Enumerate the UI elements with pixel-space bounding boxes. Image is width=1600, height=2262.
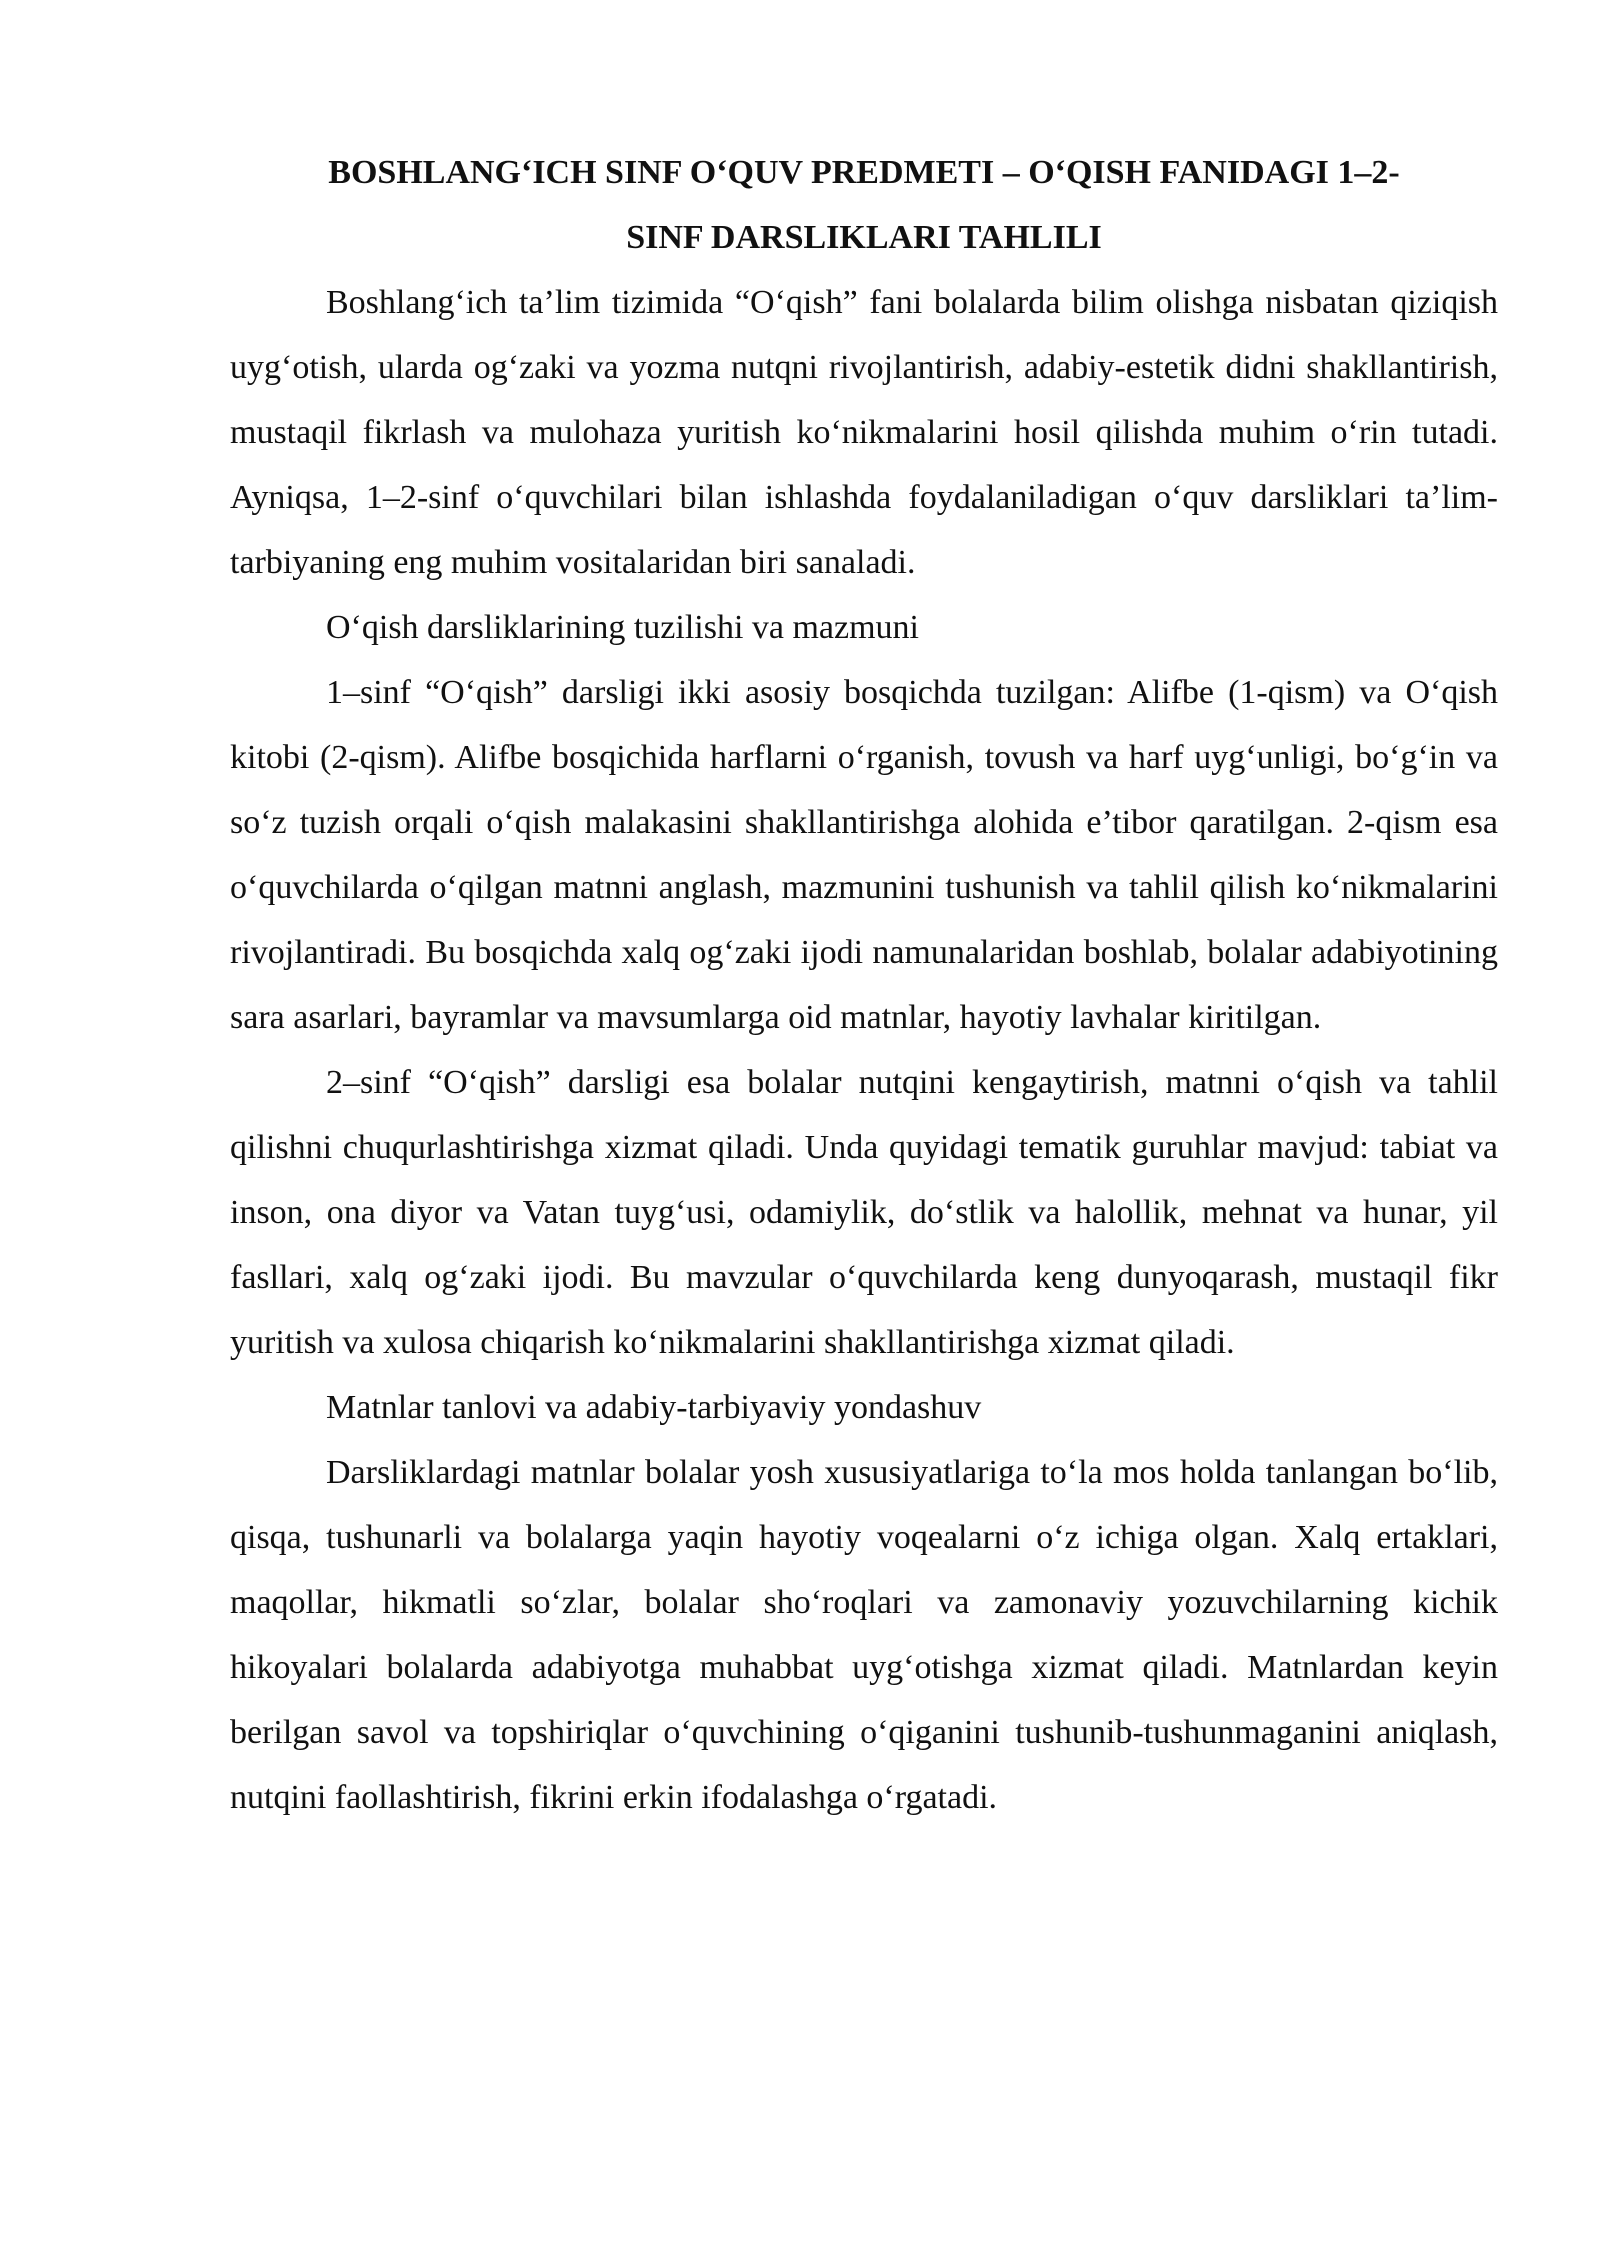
document-title (230, 140, 1498, 270)
paragraph-grade-2: 2–sinf “O‘qish” darsligi esa bolalar nutqini kengaytirish, matnni o‘qish va tahlil qilishni chuqurlashtirishga xizmat qiladi. Unda quyidagi tematik guruhlar mavjud: tabiat va inson, ona diyor va Vatan tuyg‘usi, odamiylik, do‘stlik va halollik, mehnat va hunar, yil fasllari, xalq og‘zaki ijodi. Bu mavzular o‘quvchilarda keng dunyoqarash, mustaqil fikr yuritish va xulosa chiqarish ko‘nikmalarini shakllantirishga xizmat qiladi. (230, 1064, 1498, 1361)
intro-paragraph: Boshlang‘ich ta’lim tizimida “O‘qish” fani bolalarda bilim olishga nisbatan qiziqish uyg‘otish, ularda og‘zaki va yozma nutqni rivojlantirish, adabiy-estetik didni shakllantirish, mustaqil fikrlash va mulohaza yuritish ko‘nikmalarini hosil qilishda muhim o‘rin tutadi. Ayniqsa, 1–2-sinf o‘quvchilari bilan ishlashda foydalaniladigan o‘quv darsliklari ta’lim-tarbiyaning eng muhim vositalaridan biri sanaladi. (230, 284, 1498, 581)
section-heading-structure: O‘qish darsliklarining tuzilishi va mazmuni (326, 609, 920, 646)
section-heading-text-selection: Matnlar tanlovi va adabiy-tarbiyaviy yondashuv (326, 1389, 982, 1426)
title-line-1: BOSHLANG‘ICH SINF O‘QUV PREDMETI – O‘QISH FANIDAGI 1–2- (328, 154, 1400, 191)
document-page (230, 140, 1498, 1830)
paragraph-grade-1: 1–sinf “O‘qish” darsligi ikki asosiy bosqichda tuzilgan: Alifbe (1-qism) va O‘qish kitobi (2-qism). Alifbe bosqichida harflarni o‘rganish, tovush va harf uyg‘unligi, bo‘g‘in va so‘z tuzish orqali o‘qish malakasini shakllantirishga alohida e’tibor qaratilgan. 2-qism esa o‘quvchilarda o‘qilgan matnni anglash, mazmunini tushunish va tahlil qilish ko‘nikmalarini rivojlantiradi. Bu bosqichda xalq og‘zaki ijodi namunalaridan boshlab, bolalar adabiyotining sara asarlari, bayramlar va mavsumlarga oid matnlar, hayotiy lavhalar kiritilgan. (230, 674, 1498, 1036)
paragraph-text-selection: Darsliklardagi matnlar bolalar yosh xususiyatlariga to‘la mos holda tanlangan bo‘lib, qisqa, tushunarli va bolalarga yaqin hayotiy voqealarni o‘z ichiga olgan. Xalq ertaklari, maqollar, hikmatli so‘zlar, bolalar sho‘roqlari va zamonaviy yozuvchilarning kichik hikoyalari bolalarda adabiyotga muhabbat uyg‘otishga xizmat qiladi. Matnlardan keyin berilgan savol va topshiriqlar o‘quvchining o‘qiganini tushunib-tushunmaganini aniqlash, nutqini faollashtirish, fikrini erkin ifodalashga o‘rgatadi. (230, 1454, 1498, 1816)
title-line-2: SINF DARSLIKLARI TAHLILI (626, 219, 1102, 256)
